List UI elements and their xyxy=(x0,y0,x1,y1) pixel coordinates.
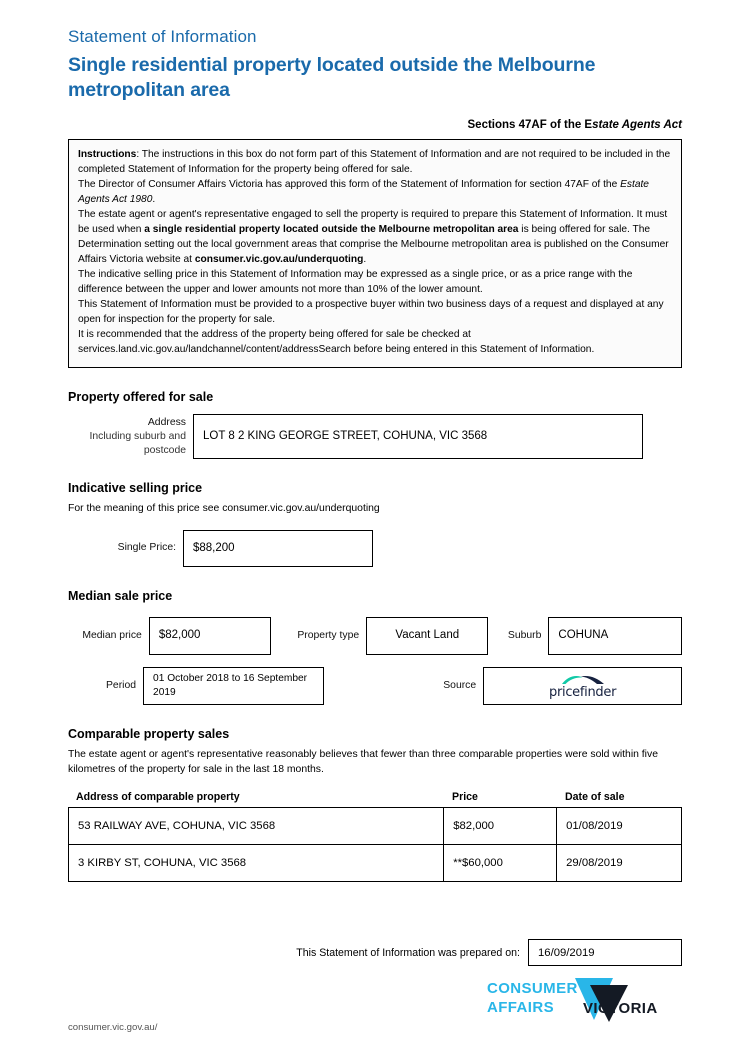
median-row-bottom xyxy=(68,667,682,705)
comparable-sales-table xyxy=(68,807,682,882)
suburb-value: COHUNA xyxy=(558,629,609,642)
period-field[interactable] xyxy=(143,667,324,705)
document-header xyxy=(68,0,682,103)
property-type-label: Property type xyxy=(297,629,360,641)
section-heading-indicative: Indicative selling price xyxy=(68,480,203,495)
suburb-field[interactable] xyxy=(548,617,682,655)
cell-price: $82,000 xyxy=(444,808,557,845)
single-price-label: Single Price: xyxy=(117,542,176,554)
page-title: Single residential property located outside the Melbourne metropolitan area xyxy=(68,54,596,102)
instructions-paragraph-3 xyxy=(78,208,672,268)
address-label-line3: postcode xyxy=(143,445,186,457)
address-label xyxy=(68,414,193,459)
instructions-p2-act: Estate Agents Act 1980 xyxy=(78,179,649,206)
column-header-date: Date of sale xyxy=(565,791,625,804)
source-field[interactable] xyxy=(483,667,682,705)
cell-address: 53 RAILWAY AVE, COHUNA, VIC 3568 xyxy=(69,808,444,845)
median-row-top xyxy=(68,617,682,655)
property-type-field[interactable] xyxy=(366,617,488,655)
instructions-p2-b: . xyxy=(152,194,156,206)
single-price-value: $88,200 xyxy=(193,541,235,554)
instructions-p3-url: consumer.vic.gov.au/underquoting xyxy=(194,254,364,266)
instructions-paragraph-1 xyxy=(78,148,672,178)
sections-reference xyxy=(68,119,682,131)
pricefinder-swoosh-icon xyxy=(561,674,605,685)
comparable-note: The estate agent or agent's representative reasonably believes that fewer than three comparable properties were sold within five kilometres of the property for sale in the last 18 months. xyxy=(68,749,658,776)
cav-line-consumer: CONSUMER xyxy=(487,980,578,998)
address-label-line2: Including suburb and xyxy=(89,431,186,443)
period-value: 01 October 2018 to 16 September 2019 xyxy=(153,673,308,699)
cav-line-affairs: AFFAIRS xyxy=(487,999,554,1017)
prepared-on-field[interactable] xyxy=(528,939,682,966)
address-row xyxy=(68,414,682,459)
median-price-label: Median price xyxy=(82,629,142,641)
sections-reference-text: Sections 47AF of the E xyxy=(467,119,593,132)
table-row xyxy=(69,845,682,882)
single-price-row xyxy=(68,530,682,567)
section-heading-median: Median sale price xyxy=(68,589,173,604)
instructions-paragraph-4: The indicative selling price in this Statement of Information may be expressed as a single price, or as a price range with the difference between the upper and lower amounts not more than 10% of the lower amount. xyxy=(78,269,633,296)
cell-date: 01/08/2019 xyxy=(557,808,682,845)
section-heading-property: Property offered for sale xyxy=(68,389,214,404)
property-type-value: Vacant Land xyxy=(395,629,460,642)
address-field[interactable] xyxy=(193,414,643,459)
table-row xyxy=(69,808,682,845)
instructions-p3-a: The estate agent or agent's representative engaged to sell the property is required to prepare this Statement of Information. It must be used when xyxy=(78,209,668,236)
instructions-box xyxy=(68,139,682,368)
source-label: Source xyxy=(443,679,477,691)
suburb-label: Suburb xyxy=(507,629,542,641)
indicative-note: For the meaning of this price see consumer.vic.gov.au/underquoting xyxy=(68,502,380,514)
pricefinder-logo xyxy=(549,674,616,699)
comparable-table-header xyxy=(68,791,682,803)
section-heading-comparable: Comparable property sales xyxy=(68,727,230,742)
cav-wordmark xyxy=(487,981,578,1015)
address-label-line1: Address xyxy=(147,417,186,429)
consumer-affairs-victoria-logo xyxy=(487,976,682,1022)
consumer-affairs-victoria-logo-wrap xyxy=(68,976,682,1022)
prepared-on-label: This Statement of Information was prepared on: xyxy=(296,946,520,959)
address-value: LOT 8 2 KING GEORGE STREET, COHUNA, VIC 3568 xyxy=(203,429,488,442)
prepared-on-row xyxy=(68,939,682,966)
instructions-paragraph-6: It is recommended that the address of the property being offered for sale be checked at services.land.vic.gov.au/landchannel/content/addressSearch before being entered in this Statement of Information. xyxy=(78,328,595,355)
instructions-p3-b: is being offered for sale. The Determination setting out the local government areas that comprise the Melbourne metropolitan area is published on the Consumer Affairs Victoria website at xyxy=(78,224,669,266)
pricefinder-wordmark: pricefinder xyxy=(549,684,617,700)
period-label: Period xyxy=(105,679,137,691)
instructions-p3-c: . xyxy=(363,254,367,266)
median-row-spacer xyxy=(324,667,408,705)
cell-price: **$60,000 xyxy=(444,845,557,882)
column-header-address: Address of comparable property xyxy=(76,791,240,804)
cell-date: 29/08/2019 xyxy=(557,845,682,882)
column-header-price: Price xyxy=(452,791,478,804)
median-price-field[interactable] xyxy=(149,617,271,655)
footer-url: consumer.vic.gov.au/ xyxy=(68,1022,158,1033)
instructions-paragraph-2 xyxy=(78,178,672,208)
cell-address: 3 KIRBY ST, COHUNA, VIC 3568 xyxy=(69,845,444,882)
document-subtitle: Statement of Information xyxy=(68,27,257,46)
instructions-label: Instructions xyxy=(78,149,137,161)
instructions-p2-a: The Director of Consumer Affairs Victoria has approved this form of the Statement of Information for section 47AF of the xyxy=(78,179,621,191)
single-price-field[interactable] xyxy=(183,530,373,567)
instructions-p1-text: : The instructions in this box do not form part of this Statement of Information and are not required to be included in the completed Statement of Information for the property being offered for sale. xyxy=(78,149,671,176)
instructions-p3-bold: a single residential property located outside the Melbourne metropolitan area xyxy=(144,224,519,236)
instructions-paragraph-5: This Statement of Information must be provided to a prospective buyer within two business days of a request and displayed at any open for inspection for the property for sale. xyxy=(78,299,664,325)
median-price-value: $82,000 xyxy=(158,629,201,642)
cav-line-victoria: VICTORIA xyxy=(583,1000,658,1018)
prepared-on-value: 16/09/2019 xyxy=(538,946,595,959)
sections-reference-act: state Agents Act xyxy=(592,119,682,132)
